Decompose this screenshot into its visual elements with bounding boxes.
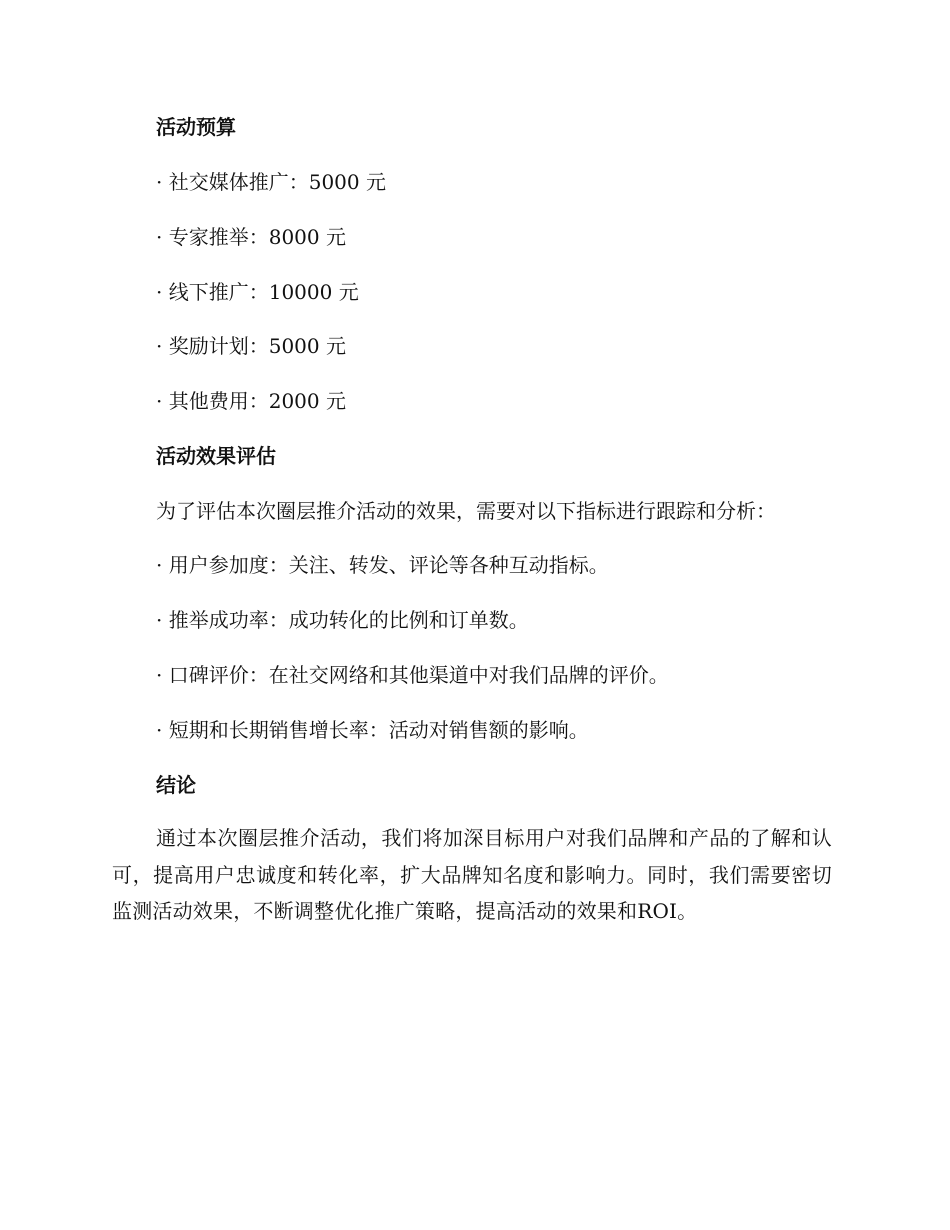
evaluation-item-reputation: · 口碑评价：在社交网络和其他渠道中对我们品牌的评价。 — [156, 663, 669, 687]
evaluation-item-sales-growth: · 短期和长期销售增长率：活动对销售额的影响。 — [156, 718, 589, 742]
budget-item-social-media: · 社交媒体推广：5000 元 — [156, 170, 386, 194]
budget-item-rewards: · 奖励计划：5000 元 — [156, 334, 346, 358]
evaluation-intro: 为了评估本次圈层推介活动的效果，需要对以下指标进行跟踪和分析： — [156, 499, 776, 523]
budget-item-expert: · 专家推举：8000 元 — [156, 225, 346, 249]
evaluation-item-engagement: · 用户参加度：关注、转发、评论等各种互动指标。 — [156, 553, 609, 577]
conclusion-heading: 结论 — [156, 773, 196, 797]
budget-item-other: · 其他费用：2000 元 — [156, 389, 346, 413]
conclusion-paragraph: 通过本次圈层推介活动，我们将加深目标用户对我们品牌和产品的了解和认可，提高用户忠诚度和转化率，扩大品牌知名度和影响力。同时，我们需要密切监测活动效果，不断调整优化推广策略，提高活动的效果和ROI。 — [112, 826, 832, 923]
evaluation-heading: 活动效果评估 — [156, 444, 276, 468]
budget-heading: 活动预算 — [156, 115, 236, 139]
budget-item-offline: · 线下推广：10000 元 — [156, 280, 359, 304]
evaluation-item-success-rate: · 推举成功率：成功转化的比例和订单数。 — [156, 608, 529, 632]
